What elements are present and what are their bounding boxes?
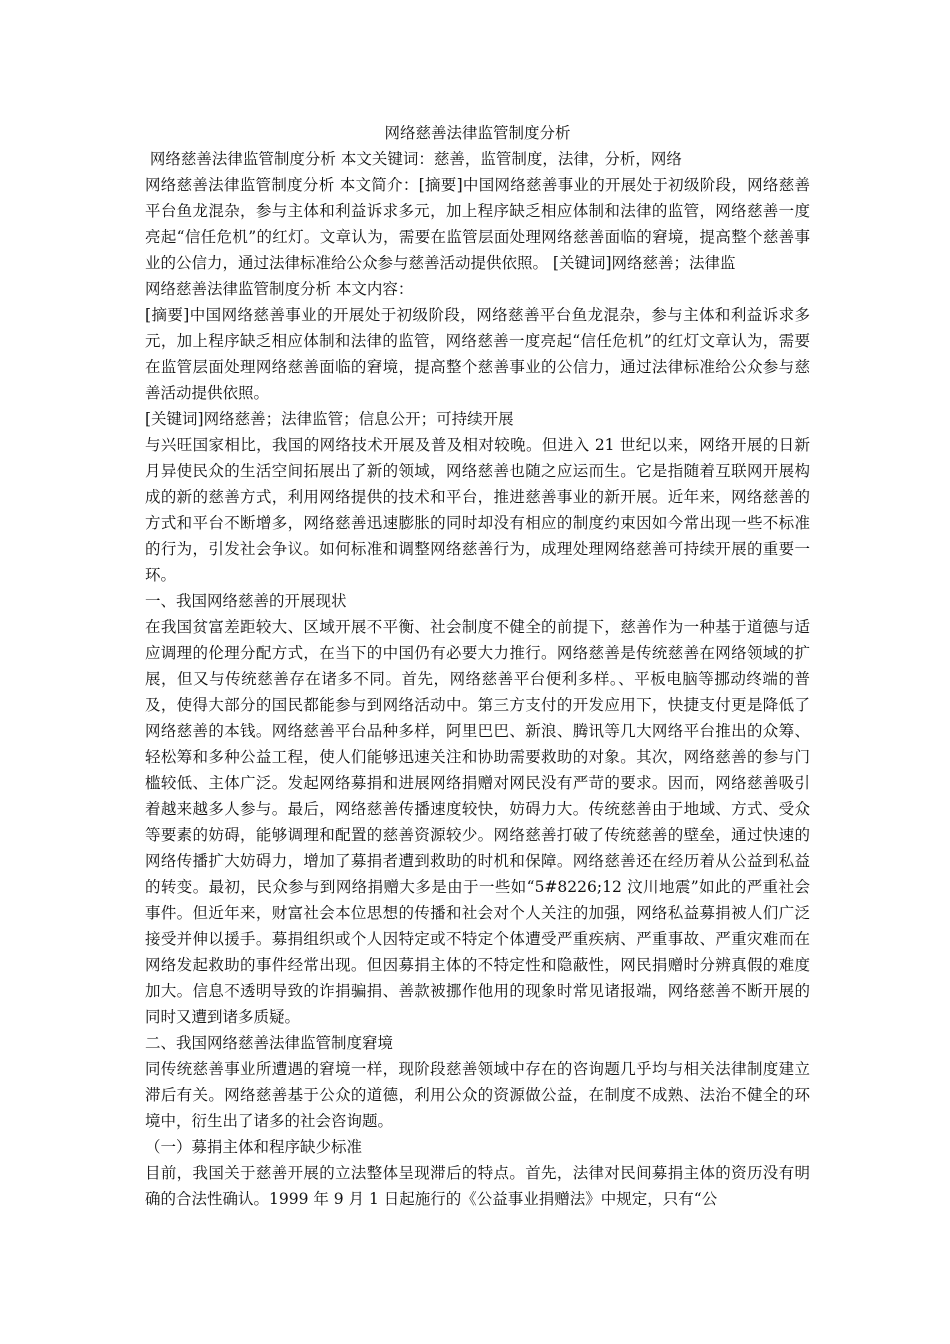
section-2-paragraph: 同传统慈善事业所遭遇的窘境一样，现阶段慈善领域中存在的咨询题几乎均与相关法律制度建立滞后有关。网络慈善基于公众的道德，利用公众的资源做公益，在制度不成熟、法治不健全的环境中，衍生出了诸多的社会咨询题。: [145, 1060, 810, 1130]
abstract-paragraph: [摘要]中国网络慈善事业的开展处于初级阶段，网络慈善平台鱼龙混杂，参与主体和利益诉求多元，加上程序缺乏相应体制和法律的监管，网络慈善一度亮起“信任危机”的红灯文章认为，需要在监管层面处理网络慈善面临的窘境，提高整个慈善事业的公信力，通过法律标准给公众参与慈善活动提供依照。: [145, 306, 810, 402]
section-heading-2: 二、我国网络慈善法律监管制度窘境: [145, 1034, 394, 1052]
intro-paragraph: 与兴旺国家相比，我国的网络技术开展及普及相对较晚。但进入 21 世纪以来，网络开展的日新月异使民众的生活空间拓展出了新的领域，网络慈善也随之应运而生。它是指随着互联网开展构成的新的慈善方式，利用网络提供的技术和平台，推进慈善事业的新开展。近年来，网络慈善的方式和平台不断增多，网络慈善迅速膨胀的同时却没有相应的制度约束因如今常出现一些不标准的行为，引发社会争议。如何标准和调整网络慈善行为，成理处理网络慈善可持续开展的重要一环。: [145, 436, 810, 584]
section-1-paragraph: 在我国贫富差距较大、区域开展不平衡、社会制度不健全的前提下，慈善作为一种基于道德与适应调理的伦理分配方式，在当下的中国仍有必要大力推行。网络慈善是传统慈善在网络领域的扩展，但又与传统慈善存在诸多不同。首先，网络慈善平台便利多样。、平板电脑等挪动终端的普及，使得大部分的国民都能参与到网络活动中。第三方支付的开发应用下，快捷支付更是降低了网络慈善的本钱。网络慈善平台品种多样，阿里巴巴、新浪、腾讯等几大网络平台推出的众筹、轻松筹和多种公益工程，使人们能够迅速关注和协助需要救助的对象。其次，网络慈善的参与门槛较低、主体广泛。发起网络募捐和进展网络捐赠对网民没有严苛的要求。因而，网络慈善吸引着越来越多人参与。最后，网络慈善传播速度较快，妨碍力大。传统慈善由于地域、方式、受众等要素的妨碍，能够调理和配置的慈善资源较少。网络慈善打破了传统慈善的壁垒，通过快速的网络传播扩大妨碍力，增加了募捐者遭到救助的时机和保障。网络慈善还在经历着从公益到私益的转变。最初，民众参与到网络捐赠大多是由于一些如“5#8226;12 汶川地震”如此的严重社会事件。但近年来，财富社会本位思想的传播和社会对个人关注的加强，网络私益募捐被人们广泛接受并伸以援手。募捐组织或个人因特定或不特定个体遭受严重疾病、严重事故、严重灾难而在网络发起救助的事件经常出现。但因募捐主体的不特定性和隐蔽性，网民捐赠时分辨真假的难度加大。信息不透明导致的诈捐骗捐、善款被挪作他用的现象时常见诸报端，网络慈善不断开展的同时又遭到诸多质疑。: [145, 618, 810, 1026]
subsection-heading-1: （一）募捐主体和程序缺少标准: [145, 1138, 363, 1156]
document-body: [145, 120, 810, 1212]
keywords-line: 网络慈善法律监管制度分析 本文关键词：慈善，监管制度，法律，分析，网络: [145, 150, 682, 168]
subsection-1-paragraph: 目前，我国关于慈善开展的立法整体呈现滞后的特点。首先，法律对民间募捐主体的资历没有明确的合法性确认。1999 年 9 月 1 日起施行的《公益事业捐赠法》中规定，只有“公: [145, 1164, 810, 1208]
content-heading: 网络慈善法律监管制度分析 本文内容：: [145, 280, 414, 298]
document-title: 网络慈善法律监管制度分析: [384, 124, 571, 142]
section-heading-1: 一、我国网络慈善的开展现状: [145, 592, 347, 610]
summary-paragraph: 网络慈善法律监管制度分析 本文简介：[摘要]中国网络慈善事业的开展处于初级阶段，网络慈善平台鱼龙混杂，参与主体和利益诉求多元，加上程序缺乏相应体制和法律的监管，网络慈善一度亮起“信任危机”的红灯。文章认为，需要在监管层面处理网络慈善面临的窘境，提高整个慈善事业的公信力，通过法律标准给公众参与慈善活动提供依照。 [关键词]网络慈善；法律监: [145, 176, 810, 272]
keywords-paragraph: [关键词]网络慈善；法律监管；信息公开；可持续开展: [145, 410, 514, 428]
